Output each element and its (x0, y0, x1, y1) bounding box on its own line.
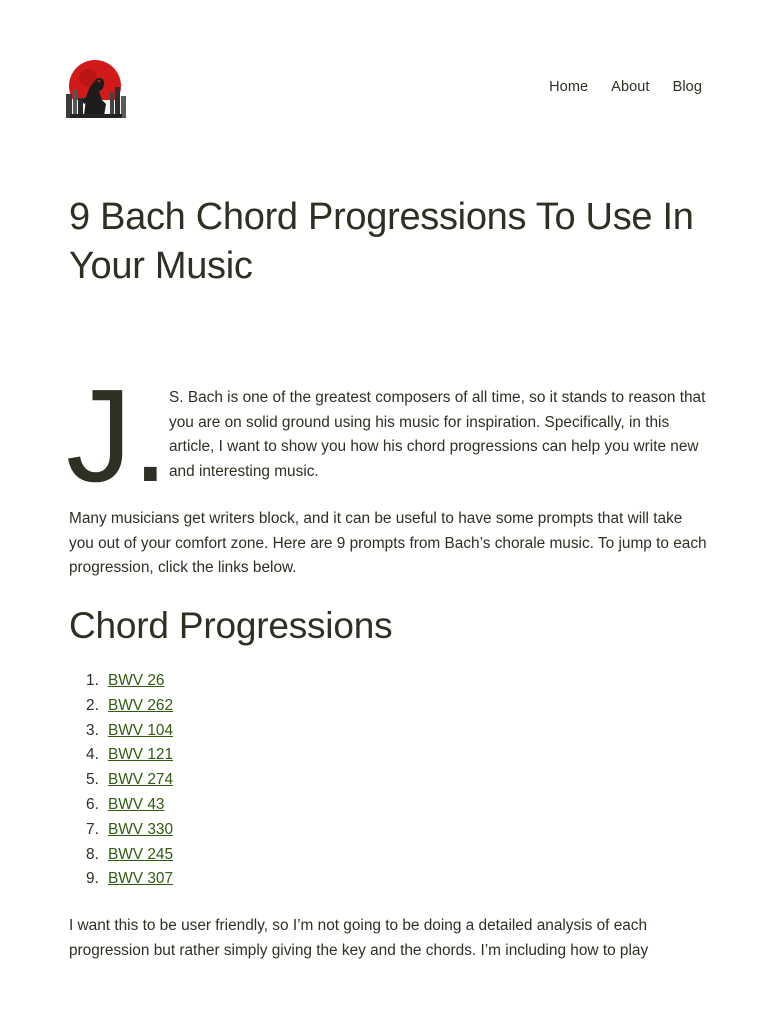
nav-about-link[interactable]: About (611, 79, 650, 95)
site-logo[interactable] (66, 60, 126, 118)
progression-list (69, 669, 173, 892)
toc-link-bwv-262[interactable]: BWV 262 (108, 696, 174, 714)
toc-link-bwv-274[interactable]: BWV 274 (108, 771, 174, 789)
list-item (108, 793, 173, 818)
body-paragraph-1: Many musicians get writers block, and it can be useful to have some prompts that will take you out of your comfort zone. Here are 9 prompts from Bach’s chorale music. To jump to each progression, click the links below. (69, 510, 707, 577)
list-item (108, 768, 173, 793)
list-item (108, 719, 173, 744)
toc-link-bwv-43[interactable]: BWV 43 (108, 795, 165, 813)
dropcap-letter: J. (66, 362, 169, 509)
logo-image-icon (66, 60, 126, 118)
article-title: 9 Bach Chord Progressions To Use In Your Music (69, 196, 694, 287)
body-paragraph-2: I want this to be user friendly, so I’m not going to be doing a detailed analysis of each progression but rather simply giving the key and the chords. I’m including how to play (69, 917, 649, 959)
toc-link-bwv-307[interactable]: BWV 307 (108, 870, 174, 888)
toc-link-bwv-245[interactable]: BWV 245 (108, 845, 174, 863)
nav-blog-link[interactable]: Blog (672, 79, 702, 95)
nav-home-link[interactable]: Home (549, 79, 589, 95)
list-item (108, 694, 173, 719)
list-item (108, 843, 173, 868)
list-item (108, 669, 173, 694)
toc-link-bwv-104[interactable]: BWV 104 (108, 721, 174, 739)
section-heading: Chord Progressions (69, 605, 393, 646)
site-header (66, 60, 702, 118)
list-item (108, 867, 173, 892)
toc-link-bwv-330[interactable]: BWV 330 (108, 820, 174, 838)
toc-link-bwv-26[interactable]: BWV 26 (108, 672, 165, 689)
main-nav (549, 79, 702, 95)
toc-link-bwv-121[interactable]: BWV 121 (108, 746, 174, 764)
intro-paragraph: S. Bach is one of the greatest composers of all time, so it stands to reason that you are on solid ground using his music for inspiration. Specifically, in this article, I want to show you how his chord progressions can help you write new and interesting music. (169, 389, 706, 480)
list-item (108, 743, 173, 768)
list-item (108, 818, 173, 843)
